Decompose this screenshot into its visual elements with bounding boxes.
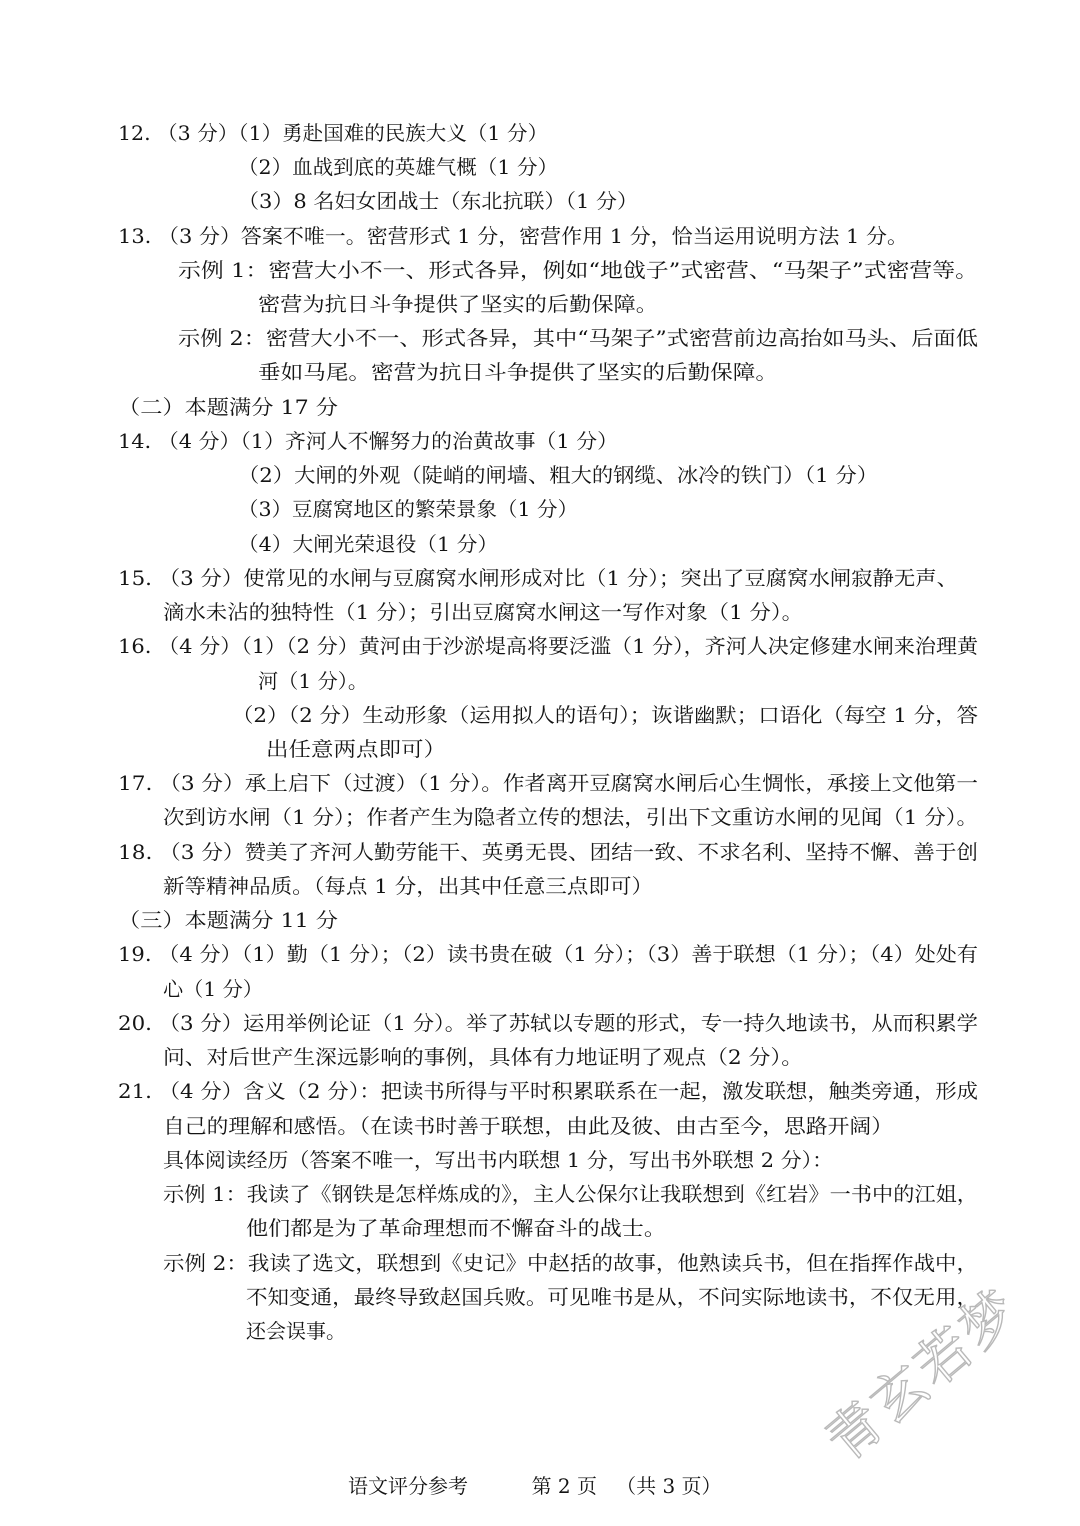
answer-line: 14. （4 分）（1）齐河人不懈努力的治黄故事（1 分）	[118, 429, 618, 453]
answer-line: 13. （3 分）答案不唯一。密营形式 1 分，密营作用 1 分，恰当运用说明方法 1 分。	[118, 224, 909, 248]
answer-line: 示例 2：我读了选文，联想到《史记》中赵括的故事，他熟读兵书，但在指挥作战中，	[163, 1251, 978, 1275]
answer-line: 示例 2：密营大小不一、形式各异，其中“马架子”式密营前边高抬如马头、后面低	[178, 326, 978, 350]
answer-line: （4）大闸光荣退役（1 分）	[238, 532, 498, 556]
answer-line: 不知变通，最终导致赵国兵败。可见唯书是从，不问实际地读书，不仅无用，	[246, 1285, 978, 1309]
answer-line: 19. （4 分）（1）勤（1 分）；（2）读书贵在破（1 分）；（3）善于联想（1 分）；（4）处处有	[118, 942, 978, 966]
answer-line: 具体阅读经历（答案不唯一，写出书内联想 1 分，写出书外联想 2 分）：	[163, 1148, 833, 1172]
answer-line: 还会误事。	[246, 1319, 346, 1343]
answer-line: （3）8 名妇女团战士（东北抗联）（1 分）	[238, 189, 638, 213]
answer-line: 18. （3 分）赞美了齐河人勤劳能干、英勇无畏、团结一致、不求名利、坚持不懈、善于创	[118, 840, 978, 864]
answer-line: 16. （4 分）（1）（2 分）黄河由于沙淤堤高将要泛滥（1 分），齐河人决定修建水闸来治理黄	[118, 634, 978, 658]
answer-line: 他们都是为了革命理想而不懈奋斗的战士。	[246, 1216, 666, 1240]
page-footer	[348, 1474, 722, 1498]
answer-line: 滴水未沾的独特性（1 分）；引出豆腐窝水闸这一写作对象（1 分）。	[163, 600, 803, 624]
footer-page-total: （共 3 页）	[616, 1474, 722, 1498]
answer-line: 15. （3 分）使常见的水闸与豆腐窝水闸形成对比（1 分）；突出了豆腐窝水闸寂静无声、	[118, 566, 959, 590]
answer-line: 17. （3 分）承上启下（过渡）（1 分）。作者离开豆腐窝水闸后心生惆怅，承接上文他第一	[118, 771, 979, 795]
answer-line: 21. （4 分）含义（2 分）：把读书所得与平时积累联系在一起，激发联想，触类旁通，形成	[118, 1079, 979, 1103]
answer-line: 密营为抗日斗争提供了坚实的后勤保障。	[258, 292, 658, 316]
answer-line: 出任意两点即可）	[266, 737, 446, 761]
answer-line: （2）（2 分）生动形象（运用拟人的语句）；诙谐幽默；口语化（每空 1 分，答	[232, 703, 978, 727]
answer-line: 20. （3 分）运用举例论证（1 分）。举了苏轼以专题的形式，专一持久地读书，从而积累学	[118, 1011, 979, 1035]
watermark: 青玄若梦	[814, 1275, 1033, 1474]
answer-line: 示例 1：密营大小不一、形式各异，例如“地戗子”式密营、“马架子”式密营等。	[178, 258, 979, 282]
answer-line: 12. （3 分）（1）勇赴国难的民族大义（1 分）	[118, 121, 548, 145]
section-heading: （二）本题满分 17 分	[118, 395, 338, 419]
footer-subject: 语文评分参考	[348, 1474, 468, 1498]
answer-line: 河（1 分）。	[258, 669, 368, 693]
footer-page-number: 第 2 页	[531, 1474, 598, 1498]
answer-line: （2）血战到底的英雄气概（1 分）	[238, 155, 558, 179]
answer-line: 心（1 分）	[163, 977, 263, 1001]
answer-line: 自己的理解和感悟。（在读书时善于联想，由此及彼、由古至今，思路开阔）	[163, 1114, 893, 1138]
answer-line: 垂如马尾。密营为抗日斗争提供了坚实的后勤保障。	[258, 360, 778, 384]
section-heading: （三）本题满分 11 分	[118, 908, 338, 932]
answer-line: 次到访水闸（1 分）；作者产生为隐者立传的想法，引出下文重访水闸的见闻（1 分）。	[163, 805, 978, 829]
answer-line: 示例 1：我读了《钢铁是怎样炼成的》，主人公保尔让我联想到《红岩》一书中的江姐，	[163, 1182, 979, 1206]
answer-line: （2）大闸的外观（陡峭的闸墙、粗大的钢缆、冰冷的铁门）（1 分）	[238, 463, 878, 487]
answer-line: 新等精神品质。（每点 1 分，出其中任意三点即可）	[163, 874, 653, 898]
answer-line: 问、对后世产生深远影响的事例，具体有力地证明了观点（2 分）。	[163, 1045, 803, 1069]
answer-line: （3）豆腐窝地区的繁荣景象（1 分）	[238, 497, 578, 521]
